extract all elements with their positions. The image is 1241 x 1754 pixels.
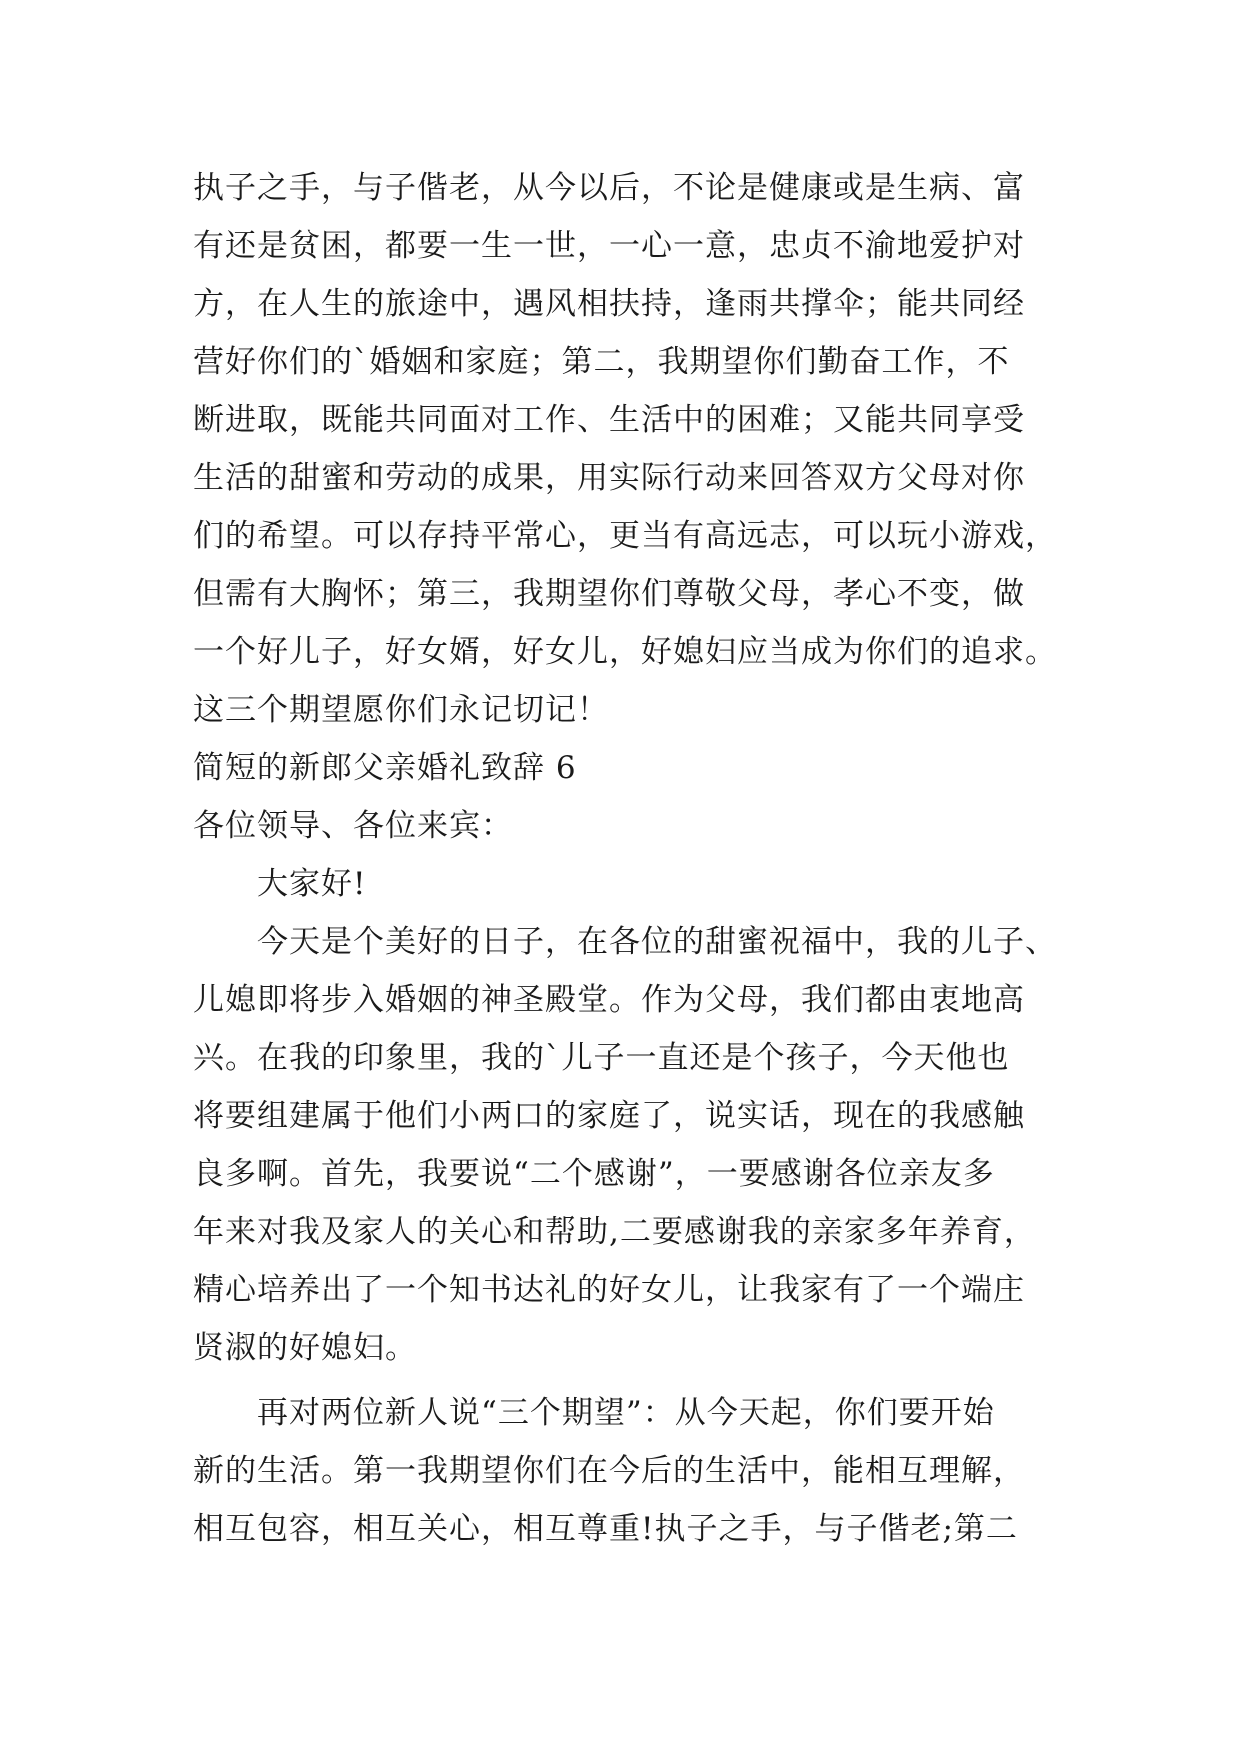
paragraph-line: 贤淑的好媳妇。: [193, 1330, 417, 1366]
paragraph-line: 相互包容，相互关心，相互尊重!执子之手，与子偕老;第二: [193, 1511, 1018, 1547]
paragraph-line: 兴。在我的印象里，我的`儿子一直还是个孩子，今天他也: [193, 1040, 1010, 1076]
salutation: 各位领导、各位来宾：: [193, 808, 513, 844]
paragraph-line: 执子之手，与子偕老，从今以后，不论是健康或是生病、富: [193, 170, 1025, 206]
paragraph-line: 年来对我及家人的关心和帮助,二要感谢我的亲家多年养育，: [193, 1214, 1036, 1250]
paragraph-line: 再对两位新人说“三个期望”：从今天起，你们要开始: [257, 1395, 995, 1431]
paragraph-line: 这三个期望愿你们永记切记！: [193, 692, 609, 728]
paragraph-line: 精心培养出了一个知书达礼的好女儿，让我家有了一个端庄: [193, 1272, 1025, 1308]
paragraph-line: 良多啊。首先，我要说“二个感谢”，一要感谢各位亲友多: [193, 1156, 995, 1192]
paragraph-line: 们的希望。可以存持平常心，更当有高远志，可以玩小游戏，: [193, 518, 1057, 554]
paragraph-line: 营好你们的`婚姻和家庭；第二，我期望你们勤奋工作，不: [193, 344, 1010, 380]
paragraph-line: 有还是贫困，都要一生一世，一心一意，忠贞不渝地爱护对: [193, 228, 1025, 264]
paragraph-line: 新的生活。第一我期望你们在今后的生活中，能相互理解，: [193, 1453, 1025, 1489]
paragraph-line: 将要组建属于他们小两口的家庭了，说实话，现在的我感触: [193, 1098, 1025, 1134]
paragraph-line: 一个好儿子，好女婿，好女儿，好媳妇应当成为你们的追求。: [193, 634, 1057, 670]
paragraph-line: 方，在人生的旅途中，遇风相扶持，逢雨共撑伞；能共同经: [193, 286, 1025, 322]
section-heading: 简短的新郎父亲婚礼致辞 6: [193, 750, 577, 786]
greeting: 大家好!: [257, 866, 367, 902]
paragraph-line: 断进取，既能共同面对工作、生活中的困难；又能共同享受: [193, 402, 1025, 438]
paragraph-line: 今天是个美好的日子，在各位的甜蜜祝福中，我的儿子、: [257, 924, 1057, 960]
paragraph-line: 儿媳即将步入婚姻的神圣殿堂。作为父母，我们都由衷地高: [193, 982, 1025, 1018]
paragraph-line: 但需有大胸怀；第三，我期望你们尊敬父母，孝心不变，做: [193, 576, 1025, 612]
paragraph-line: 生活的甜蜜和劳动的成果，用实际行动来回答双方父母对你: [193, 460, 1025, 496]
